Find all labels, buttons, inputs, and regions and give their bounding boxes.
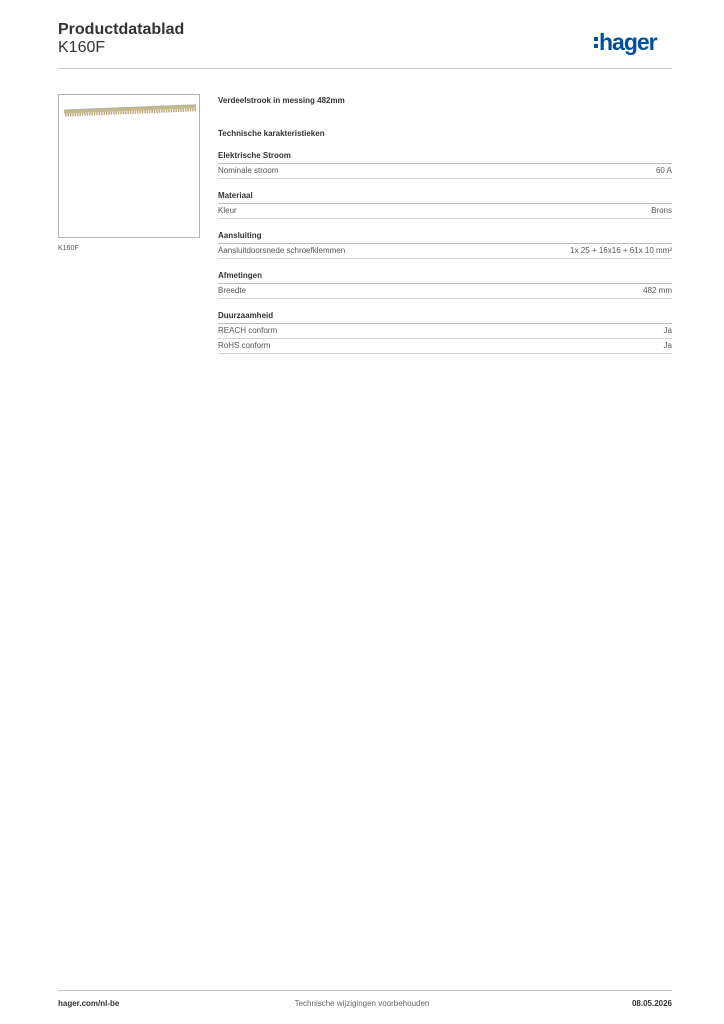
spec-row (218, 284, 672, 299)
section-title: Afmetingen (218, 271, 672, 284)
hager-logo (594, 29, 657, 55)
spec-value: Brons (651, 206, 672, 215)
header-divider (58, 68, 672, 69)
spec-label: Breedte (218, 286, 247, 295)
spec-row (218, 244, 672, 259)
section-title: Materiaal (218, 191, 672, 204)
spec-label: Aansluitdoorsnede schroefklemmen (218, 246, 346, 255)
logo-text: hager (599, 28, 657, 55)
spec-value: Ja (663, 341, 672, 350)
spec-label: Nominale stroom (218, 166, 279, 175)
section-title: Elektrische Stroom (218, 151, 672, 164)
spec-section (218, 231, 672, 259)
spec-section (218, 311, 672, 354)
spec-section (218, 191, 672, 219)
logo-dots-icon (594, 37, 598, 48)
product-image (58, 94, 200, 238)
page-title: Productdatablad (58, 21, 185, 38)
product-description: Verdeelstrook in messing 482mm (218, 96, 345, 105)
spec-sections (218, 151, 672, 354)
spec-value: 482 mm (643, 286, 672, 295)
product-code: K160F (58, 39, 106, 56)
spec-label: REACH conform (218, 326, 278, 335)
spec-row (218, 339, 672, 354)
busbar-image-icon (59, 95, 199, 237)
footer-website: hager.com/nl-be (58, 999, 120, 1008)
tech-heading: Technische karakteristieken (218, 129, 325, 138)
spec-section (218, 151, 672, 179)
image-caption: K160F (58, 245, 79, 252)
section-title: Duurzaamheid (218, 311, 672, 324)
footer-divider (58, 990, 672, 991)
spec-value: 60 A (655, 166, 672, 175)
spec-value: Ja (663, 326, 672, 335)
spec-row (218, 204, 672, 219)
spec-label: RoHS conform (218, 341, 271, 350)
spec-label: Kleur (218, 206, 237, 215)
spec-row (218, 324, 672, 339)
footer-notice: Technische wijzigingen voorbehouden (294, 999, 430, 1008)
spec-section (218, 271, 672, 299)
spec-content (218, 96, 672, 354)
footer-date: 08.05.2026 (631, 999, 672, 1008)
spec-value: 1x 25 + 16x16 + 61x 10 mm² (570, 246, 672, 255)
section-title: Aansluiting (218, 231, 672, 244)
spec-row (218, 164, 672, 179)
